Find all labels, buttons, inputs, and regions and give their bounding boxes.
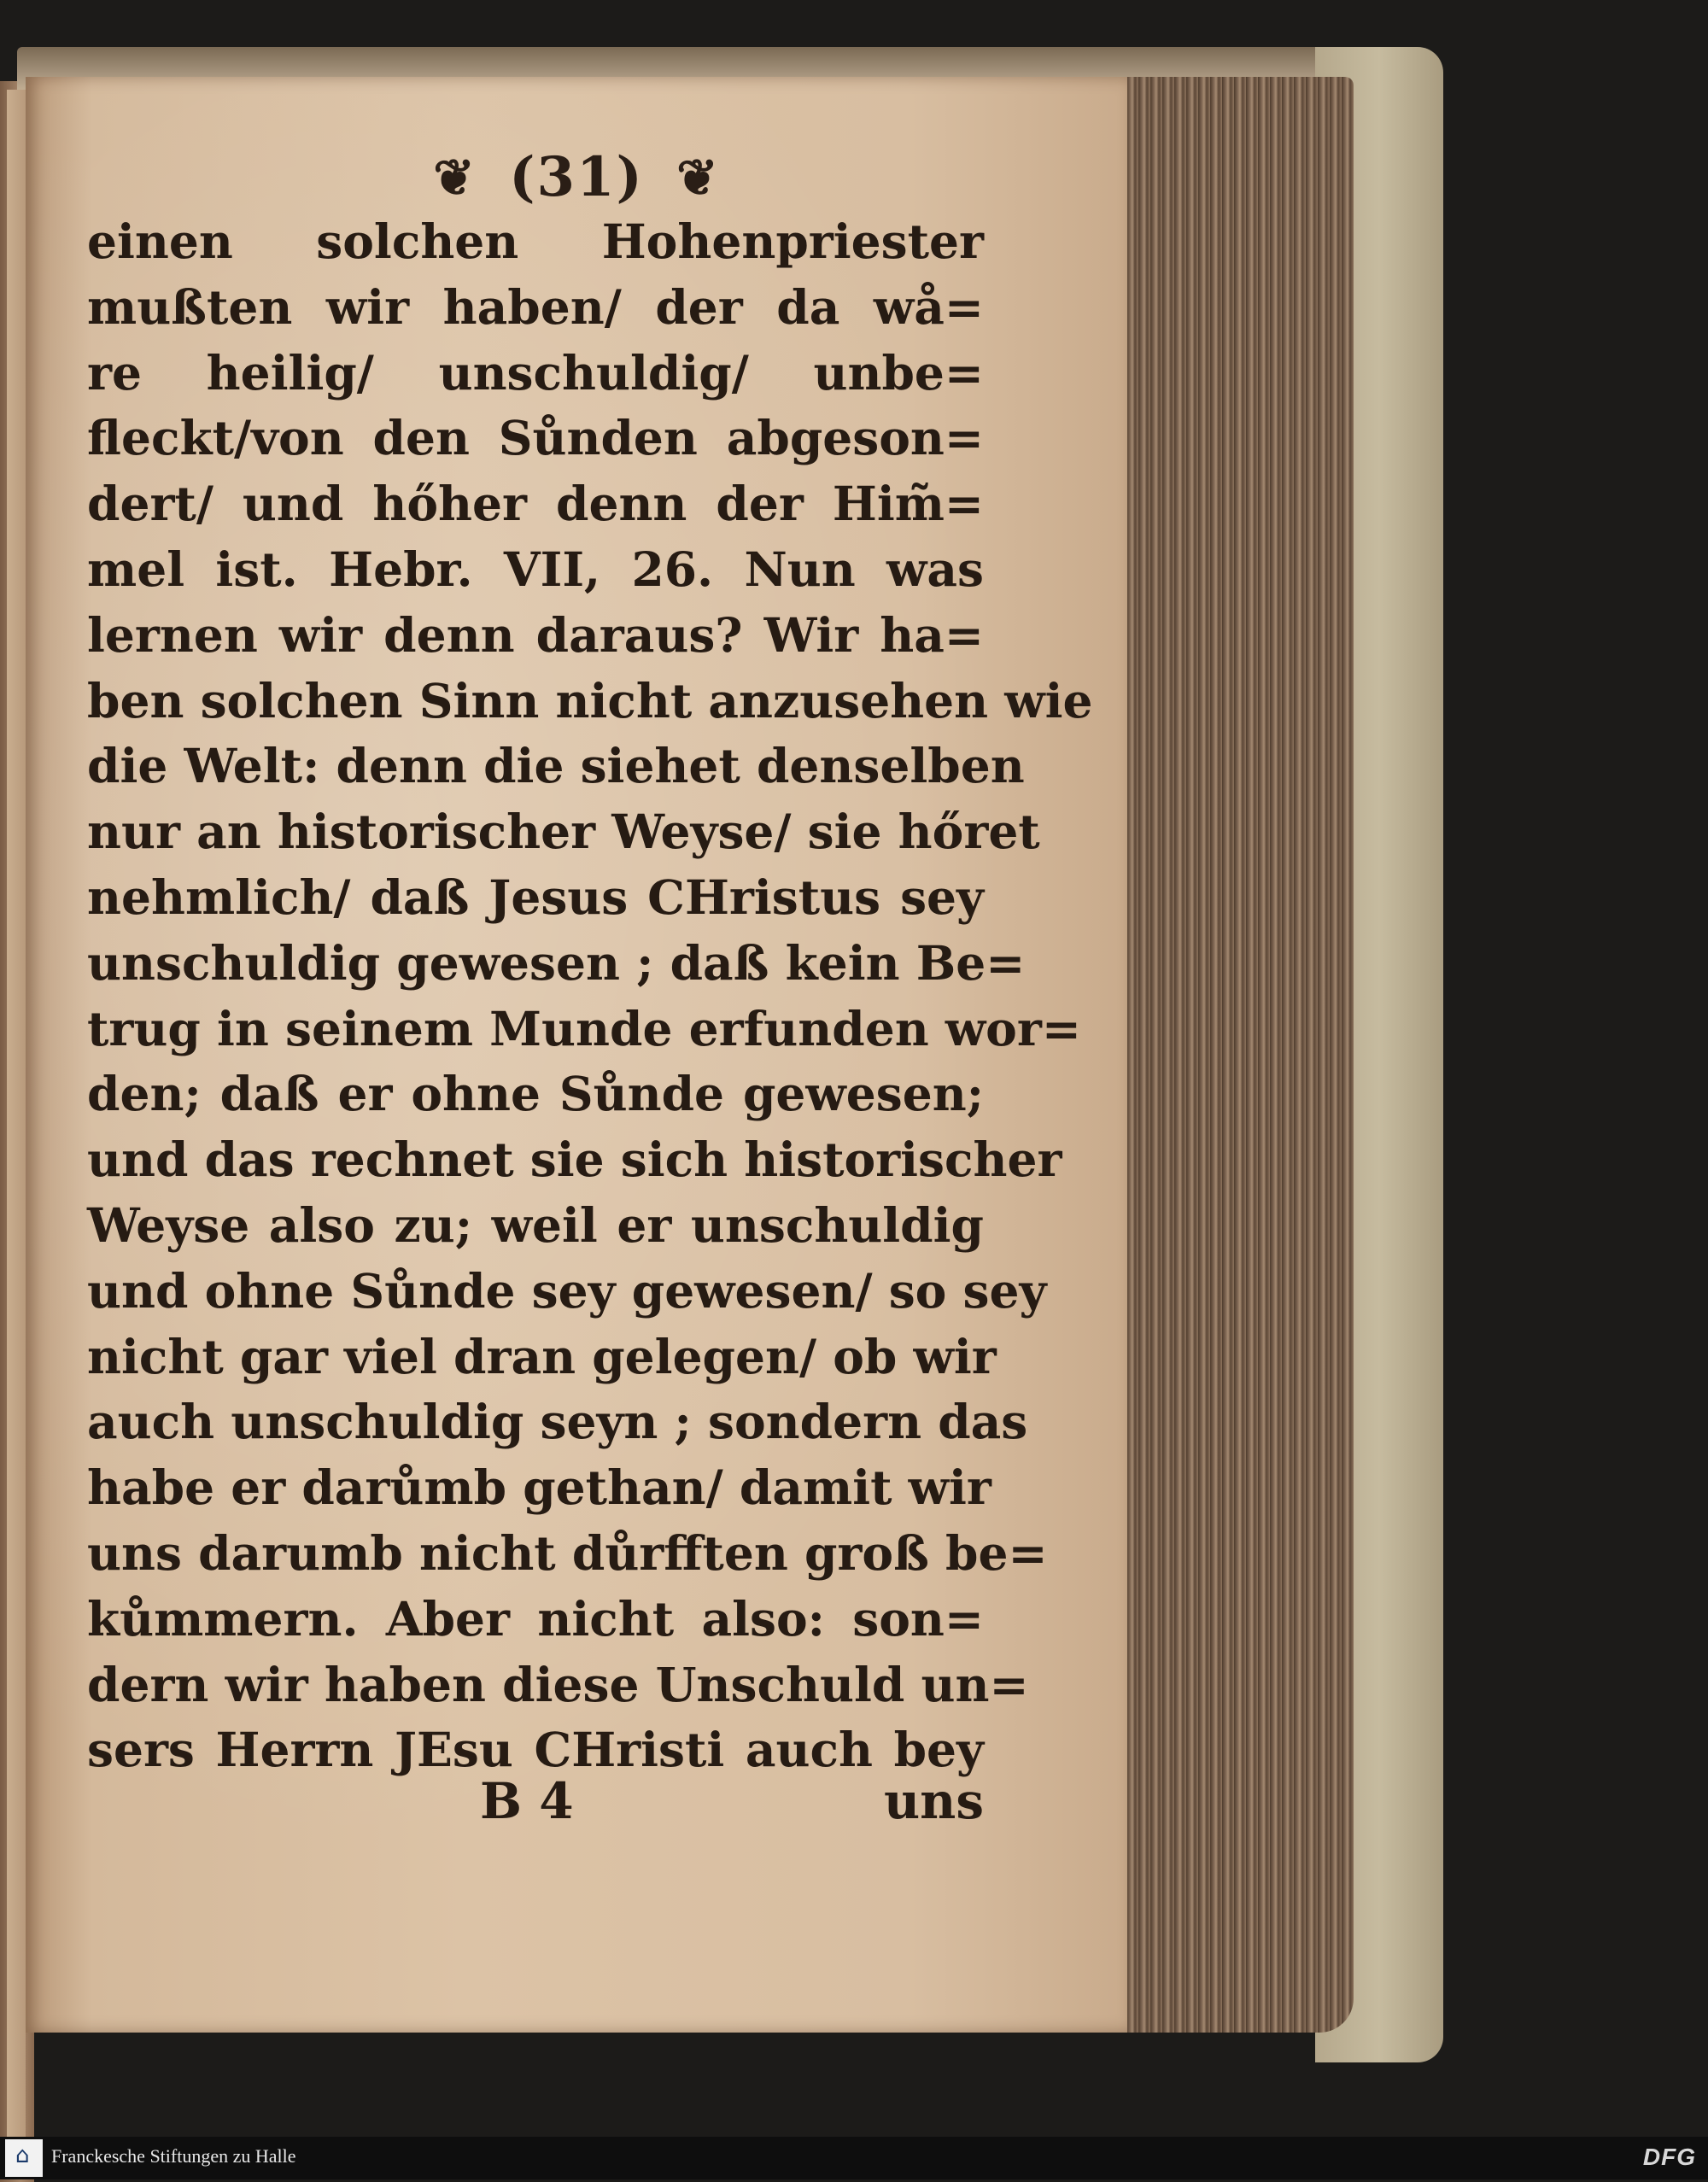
- page-header: [26, 141, 1127, 209]
- text-line: und das rechnet sie sich historischer: [87, 1132, 1062, 1188]
- text-line: sers Herrn JEsu CHristi auch bey: [87, 1722, 984, 1778]
- text-line: nicht gar viel dran gelegen/ ob wir: [87, 1328, 997, 1384]
- text-line: lernen wir denn daraus? Wir ha=: [87, 606, 984, 663]
- text-line: dern wir haben diese Unschuld un=: [87, 1656, 1029, 1712]
- text-line: den; daß er ohne Sůnde gewesen;: [87, 1066, 984, 1122]
- text-line: ben solchen Sinn nicht anzusehen wie: [87, 672, 1093, 728]
- printed-page: [26, 77, 1127, 2033]
- text-line: mußten wir haben/ der da wå=: [87, 278, 984, 335]
- left-page-surface: [7, 90, 26, 2173]
- text-line: trug in seinem Munde erfunden wor=: [87, 1000, 1081, 1056]
- page-footer: [87, 1772, 984, 1840]
- text-line: Weyse also zu; weil er unschuldig: [87, 1196, 984, 1253]
- text-line: fleckt/von den Sůnden abgeson=: [87, 410, 984, 466]
- body-text: [87, 209, 1093, 1783]
- page-block-edges: [1114, 77, 1354, 2033]
- text-line: kůmmern. Aber nicht also: son=: [87, 1590, 984, 1647]
- institution-name: Franckesche Stiftungen zu Halle: [51, 2145, 296, 2167]
- catchword: uns: [884, 1772, 984, 1830]
- text-line: nur an historischer Weyse/ sie hőret: [87, 804, 1040, 860]
- text-line: nehmlich/ daß Jesus CHristus sey: [87, 869, 984, 925]
- left-ornament-icon: ❦: [433, 148, 477, 207]
- text-line: und ohne Sůnde sey gewesen/ so sey: [87, 1262, 1047, 1319]
- text-line: unschuldig gewesen ; daß kein Be=: [87, 934, 1026, 991]
- text-line: die Welt: denn die siehet denselben: [87, 738, 1025, 794]
- text-line: einen solchen Hohenpriester: [87, 214, 984, 269]
- signature-mark: B 4: [480, 1772, 574, 1830]
- text-line: re heilig/ unschuldig/ unbe=: [87, 344, 984, 401]
- text-line: mel ist. Hebr. VII, 26. Nun was: [87, 541, 984, 597]
- right-ornament-icon: ❦: [676, 148, 720, 207]
- dfg-logo: DFG: [1642, 2144, 1696, 2170]
- page-number: (31): [509, 145, 644, 209]
- viewer-footer-bar: [0, 2137, 1708, 2179]
- text-line: habe er darůmb gethan/ damit wir: [87, 1460, 991, 1516]
- text-line: uns darumb nicht důrfften groß be=: [87, 1524, 1048, 1581]
- text-line: auch unschuldig seyn ; sondern das: [87, 1394, 1028, 1450]
- text-line: dert/ und hőher denn der Him̃=: [87, 476, 984, 532]
- institution-logo-icon: ⌂: [5, 2139, 43, 2177]
